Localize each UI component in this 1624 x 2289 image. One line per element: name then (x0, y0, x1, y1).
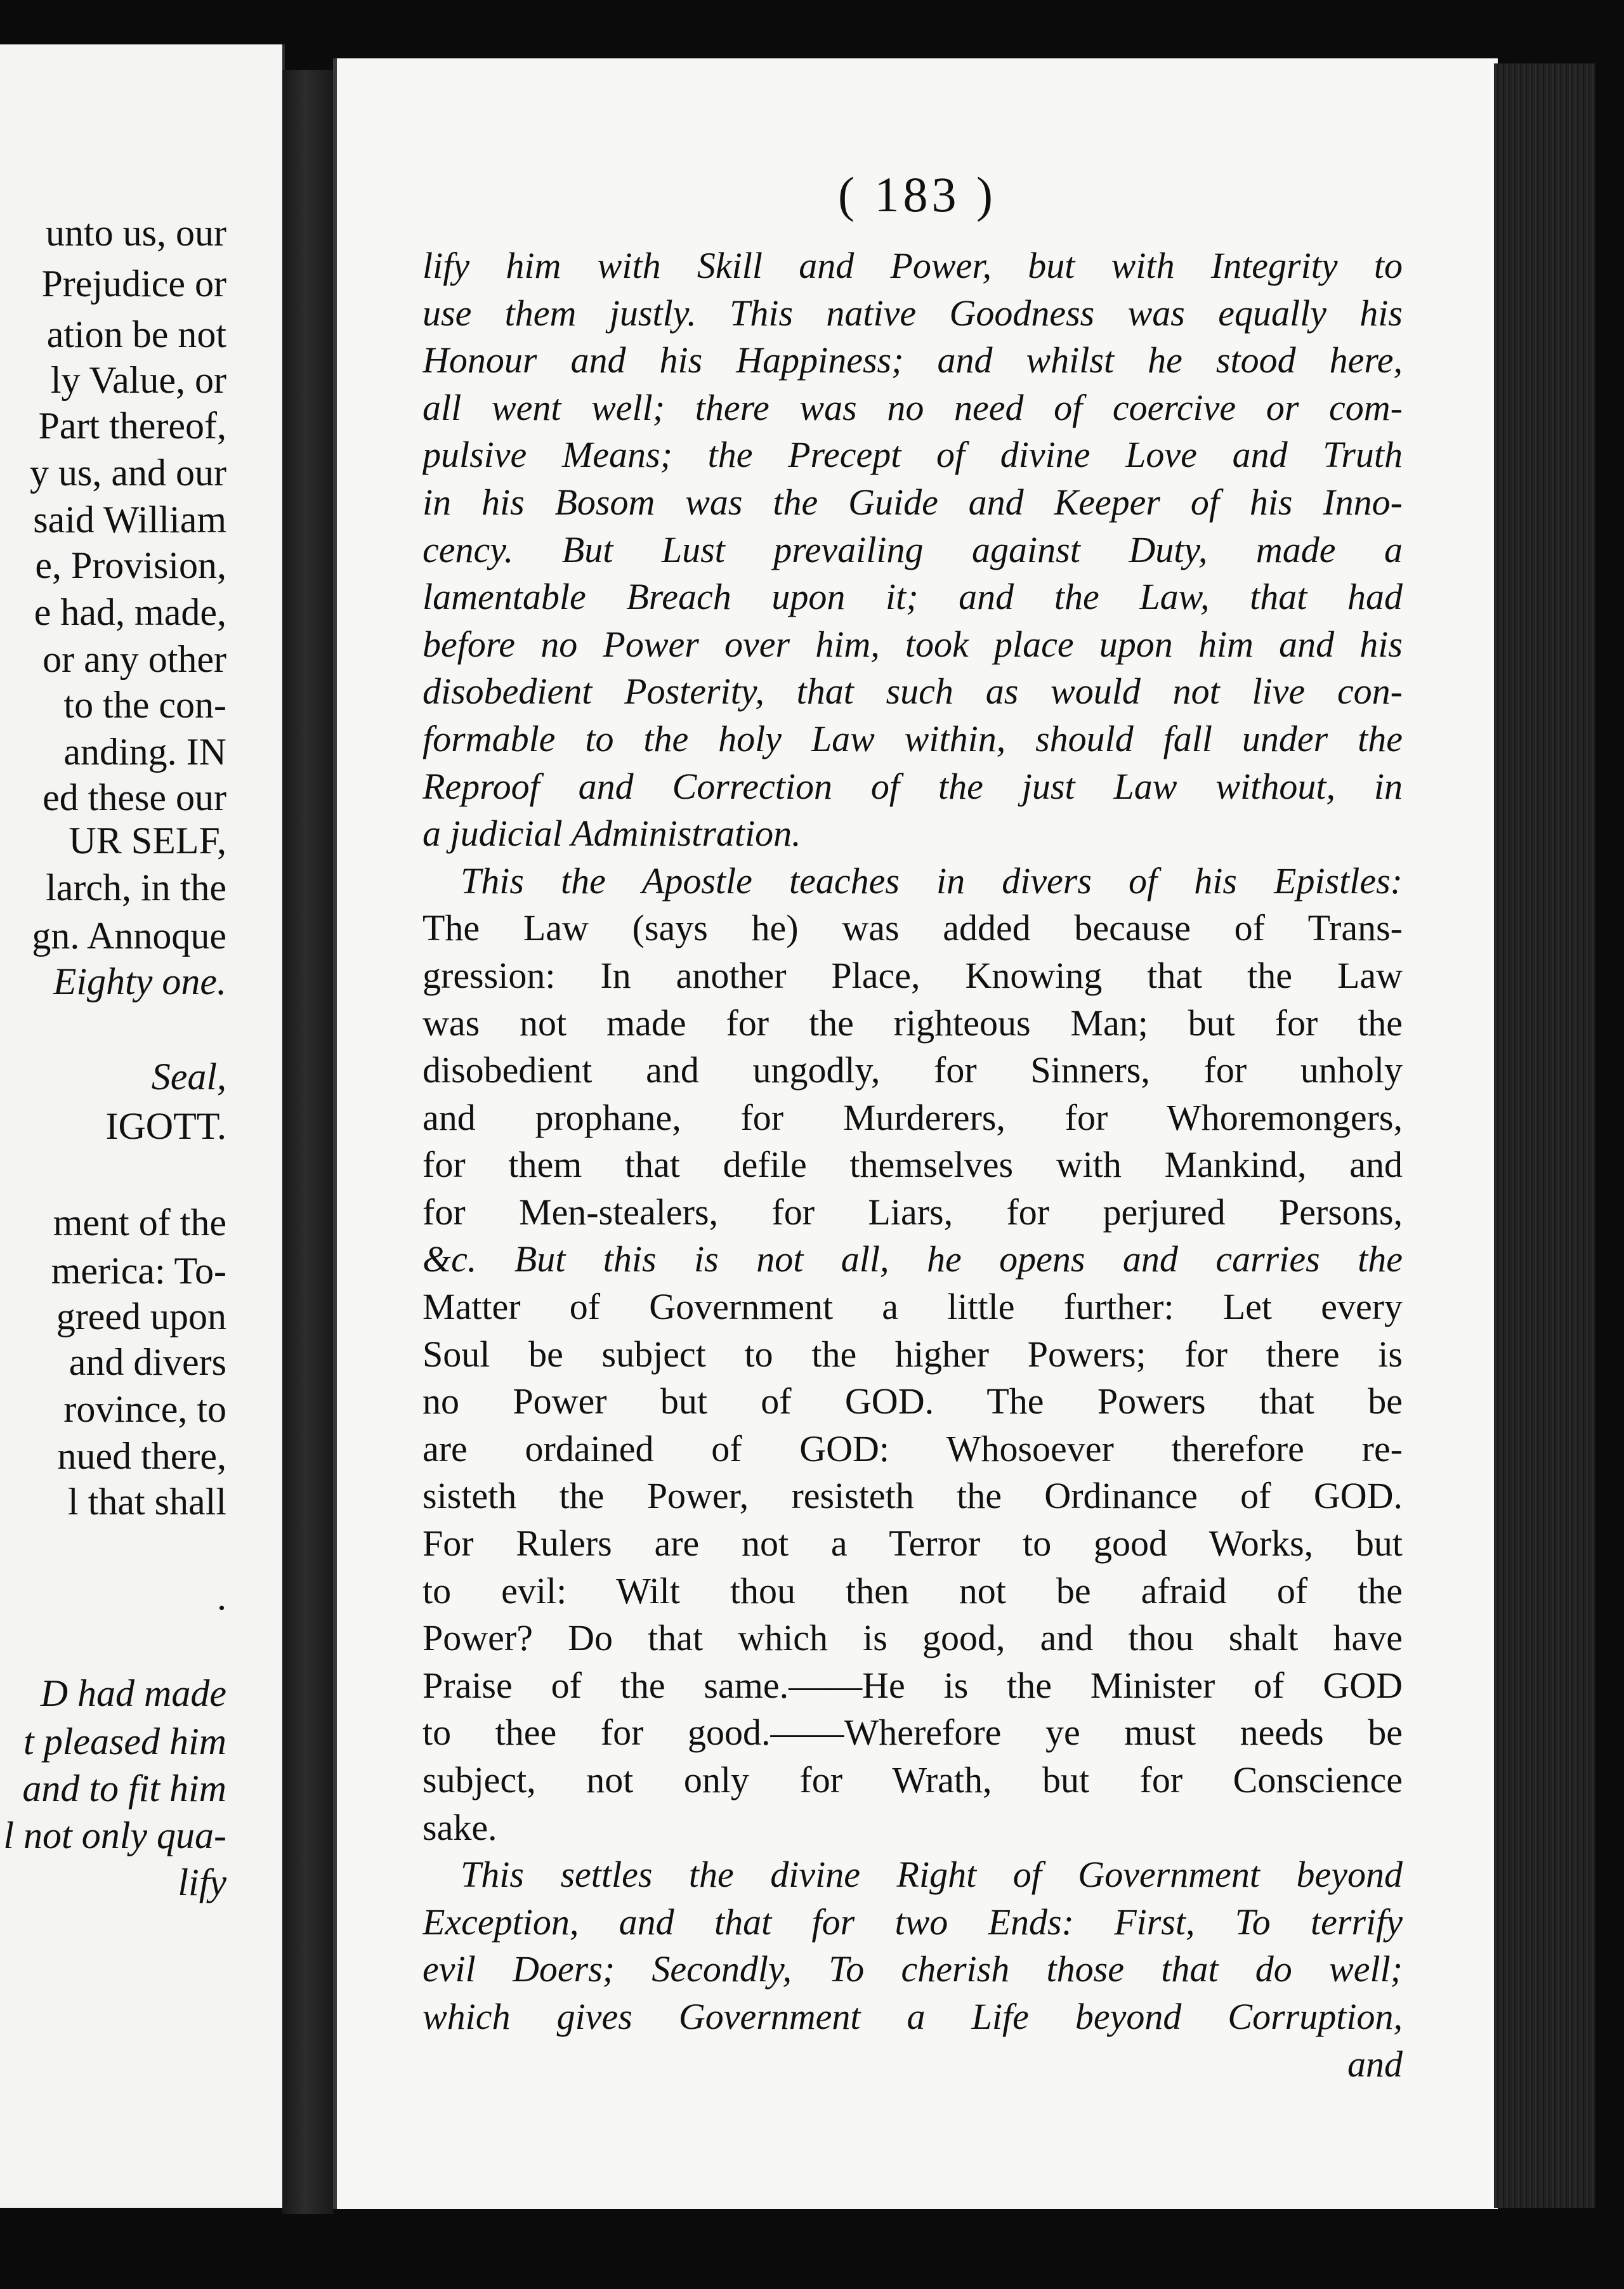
left-page-line: rovince, to (63, 1388, 226, 1430)
text-line: for Men-stealers, for Liars, for perjured Persons, (422, 1191, 1403, 1233)
text-line: The Law (says he) was added because of Trans- (422, 907, 1403, 949)
left-page-line: D had made (40, 1672, 226, 1714)
text-line: evil Doers; Secondly, To cherish those that do well; (422, 1948, 1403, 1990)
text-line: cency. But Lust prevailing against Duty, made a (422, 528, 1403, 570)
text-line: lify him with Skill and Power, but with Integrity to (422, 245, 1403, 286)
left-page-line: larch, in the (46, 867, 226, 908)
text-line: pulsive Means; the Precept of divine Love and Truth (422, 434, 1403, 476)
text-line: no Power but of GOD. The Powers that be (422, 1381, 1403, 1422)
left-page-line: IGOTT. (105, 1105, 226, 1147)
text-line: Matter of Government a little further: Let every (422, 1286, 1403, 1328)
left-page-line: greed upon (56, 1295, 226, 1337)
text-line: disobedient and ungodly, for Sinners, for unholy (422, 1049, 1403, 1091)
left-page-line: unto us, our (46, 212, 226, 254)
text-line: sake. (422, 1806, 497, 1848)
text-line: to evil: Wilt thou then not be afraid of the (422, 1570, 1403, 1611)
text-line: all went well; there was no need of coercive or com- (422, 386, 1403, 428)
left-page-line: anding. IN (63, 731, 226, 773)
book-gutter (282, 70, 333, 2214)
text-line: Reproof and Correction of the just Law without, in (422, 765, 1403, 807)
left-page-line: nued there, (57, 1435, 226, 1477)
left-page-line: ment of the (53, 1202, 226, 1243)
left-page-line: gn. Annoque (32, 915, 226, 957)
left-page-line: ed these our (43, 777, 226, 818)
text-line: to thee for good.——Wherefore ye must needs be (422, 1712, 1403, 1754)
left-page-line: UR SELF, (69, 820, 226, 862)
left-page-line: lify (178, 1861, 226, 1903)
text-line: are ordained of GOD: Whosoever therefore re- (422, 1427, 1403, 1469)
text-line: lamentable Breach upon it; and the Law, that had (422, 576, 1403, 618)
text-line: For Rulers are not a Terror to good Works, but (422, 1523, 1403, 1564)
text-line: gression: In another Place, Knowing that the Law (422, 954, 1403, 996)
left-page-line: Part thereof, (38, 405, 226, 447)
text-line: formable to the holy Law within, should fall under the (422, 718, 1403, 759)
left-page-line: t pleased him (23, 1721, 226, 1762)
left-page-line: l that shall (68, 1481, 226, 1523)
catchword: and (1347, 2043, 1403, 2085)
left-page-line: ation be not (46, 313, 226, 355)
text-line: which gives Government a Life beyond Corruption, (422, 1995, 1403, 2037)
page-183 (333, 58, 1498, 2209)
left-page-line: Prejudice or (41, 263, 226, 305)
left-page-line: ly Value, or (50, 359, 226, 401)
left-page-line: l not only qua- (3, 1814, 226, 1856)
left-page-line: . (217, 1576, 226, 1618)
text-line: &c. But this is not all, he opens and carries the (422, 1238, 1403, 1280)
left-page-line: e, Provision, (35, 544, 226, 586)
page-number: ( 183 ) (838, 167, 997, 222)
text-line: This the Apostle teaches in divers of his Epistles: (461, 860, 1403, 902)
text-line: Exception, and that for two Ends: First, To terrify (422, 1901, 1403, 1943)
text-line: was not made for the righteous Man; but for the (422, 1002, 1403, 1044)
left-page-line: y us, and our (30, 452, 226, 494)
text-line: This settles the divine Right of Government beyond (461, 1854, 1403, 1896)
left-page-line: e had, made, (34, 591, 226, 633)
text-line: a judicial Administration. (422, 813, 801, 855)
left-page-line: Seal, (151, 1056, 226, 1098)
facing-page-left (0, 44, 285, 2208)
left-page-line: and divers (69, 1341, 226, 1383)
text-line: Power? Do that which is good, and thou shalt have (422, 1617, 1403, 1659)
text-line: Honour and his Happiness; and whilst he stood here, (422, 339, 1403, 381)
text-line: before no Power over him, took place upon him and his (422, 623, 1403, 665)
text-line: Praise of the same.——He is the Minister of GOD (422, 1664, 1403, 1706)
text-line: and prophane, for Murderers, for Whoremongers, (422, 1096, 1403, 1138)
left-page-line: said William (33, 499, 226, 541)
text-line: sisteth the Power, resisteth the Ordinance of GOD. (422, 1475, 1403, 1517)
text-line: in his Bosom was the Guide and Keeper of his Inno- (422, 481, 1403, 523)
text-line: for them that defile themselves with Mankind, and (422, 1144, 1403, 1186)
left-page-line: and to fit him (22, 1768, 226, 1809)
left-page-line: to the con- (63, 684, 226, 726)
text-line: disobedient Posterity, that such as would not live con- (422, 671, 1403, 712)
text-line: use them justly. This native Goodness was equally his (422, 292, 1403, 334)
left-page-line: or any other (43, 638, 226, 680)
text-line: subject, not only for Wrath, but for Conscience (422, 1759, 1403, 1800)
body-text (422, 242, 1403, 2088)
page-edges (1494, 63, 1595, 2208)
text-line: Soul be subject to the higher Powers; for there is (422, 1333, 1403, 1375)
left-page-line: Eighty one. (53, 961, 226, 1002)
left-page-line: merica: To- (51, 1250, 226, 1292)
